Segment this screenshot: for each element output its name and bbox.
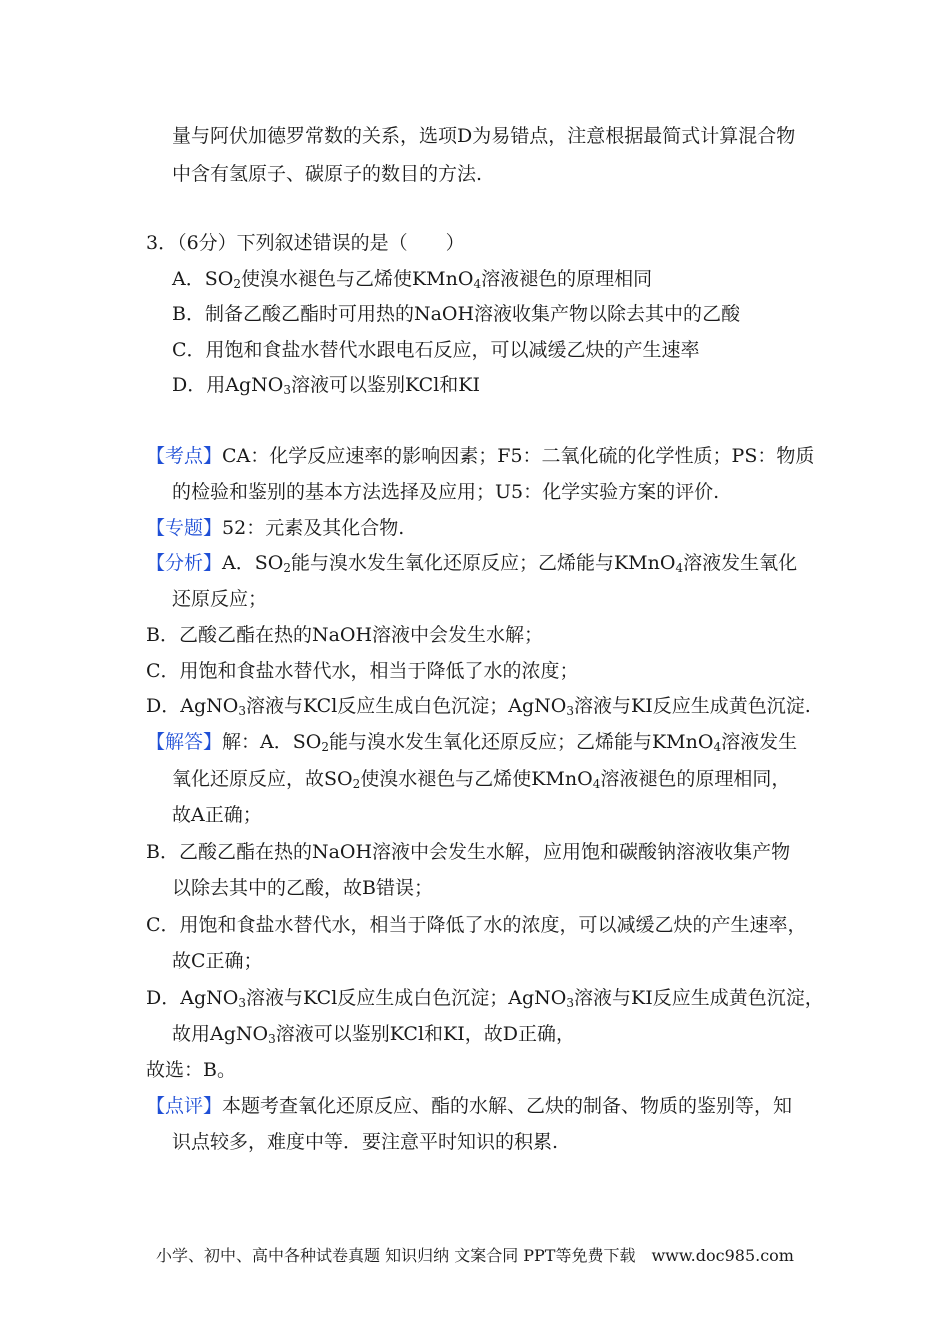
dianping-line-1: 【点评】本题考查氧化还原反应、酯的水解、乙炔的制备、物质的鉴别等，知: [146, 1095, 793, 1117]
dianping-tag: 【点评】: [146, 1095, 223, 1117]
zhuanti-tag: 【专题】: [146, 517, 223, 539]
kaodian-tag: 【考点】: [146, 445, 223, 467]
option-b: B．制备乙酸乙酯时可用热的NaOH溶液收集产物以除去其中的乙酸: [172, 303, 741, 325]
page-footer: 小学、初中、高中各种试卷真题 知识归纳 文案合同 PPT等免费下载 www.doc985.com: [156, 1246, 794, 1265]
fenxi-tag: 【分析】: [146, 552, 223, 574]
intro-line-2: 中含有氢原子、碳原子的数目的方法.: [172, 163, 483, 185]
jieda-line-5: 以除去其中的乙酸，故B错误；: [172, 877, 433, 899]
fenxi-line-3: B．乙酸乙酯在热的NaOH溶液中会发生水解；: [146, 624, 544, 646]
fenxi-line-2: 还原反应；: [172, 588, 268, 610]
question-stem: 3．（6分）下列叙述错误的是（ ）: [146, 232, 465, 254]
jieda-line-2: 氧化还原反应，故$SO_2$使溴水褪色与乙烯使KMnO$_4$溶液褪色的原理相同，: [172, 768, 791, 791]
fenxi-line-1: 【分析】A．$SO_2$能与溴水发生氧化还原反应；乙烯能与KMnO$_4$溶液发生氧化: [146, 552, 798, 575]
dianping-line-2: 识点较多，难度中等．要注意平时知识的积累.: [172, 1131, 559, 1153]
kaodian-line-2: 的检验和鉴别的基本方法选择及应用；U5：化学实验方案的评价.: [172, 481, 720, 503]
fenxi-line-4: C．用饱和食盐水替代水，相当于降低了水的浓度；: [146, 660, 579, 682]
jieda-line-6: C．用饱和食盐水替代水，相当于降低了水的浓度，可以减缓乙炔的产生速率，: [146, 914, 807, 936]
intro-line-1: 量与阿伏加德罗常数的关系，选项D为易错点，注意根据最简式计算混合物: [172, 125, 796, 147]
jieda-line-7: 故C正确；: [172, 950, 263, 972]
zhuanti-line: 【专题】52：元素及其化合物.: [146, 517, 405, 539]
jieda-line-10: 故选：B。: [146, 1059, 236, 1081]
option-c: C．用饱和食盐水替代水跟电石反应，可以减缓乙炔的产生速率: [172, 339, 700, 361]
jieda-tag: 【解答】: [146, 731, 223, 753]
jieda-line-4: B．乙酸乙酯在热的NaOH溶液中会发生水解，应用饱和碳酸钠溶液收集产物: [146, 841, 791, 863]
option-a: A．$SO_2$使溴水褪色与乙烯使KMnO$_4$溶液褪色的原理相同: [172, 268, 653, 291]
kaodian-line-1: 【考点】CA：化学反应速率的影响因素；F5：二氧化硫的化学性质；PS：物质: [146, 445, 815, 467]
jieda-line-3: 故A正确；: [172, 804, 262, 826]
option-d: D．用AgNO$_3$溶液可以鉴别KCl和KI: [172, 374, 480, 397]
jieda-line-8: D．AgNO$_3$溶液与KCl反应生成白色沉淀；AgNO$_3$溶液与KI反应生成黄色沉淀，: [146, 987, 824, 1010]
jieda-line-1: 【解答】解：A．$SO_2$能与溴水发生氧化还原反应；乙烯能与KMnO$_4$溶液发生: [146, 731, 798, 754]
jieda-line-9: 故用AgNO$_3$溶液可以鉴别KCl和KI，故D正确，: [172, 1023, 575, 1046]
fenxi-line-5: D．AgNO$_3$溶液与KCl反应生成白色沉淀；AgNO$_3$溶液与KI反应生成黄色沉淀.: [146, 695, 811, 718]
